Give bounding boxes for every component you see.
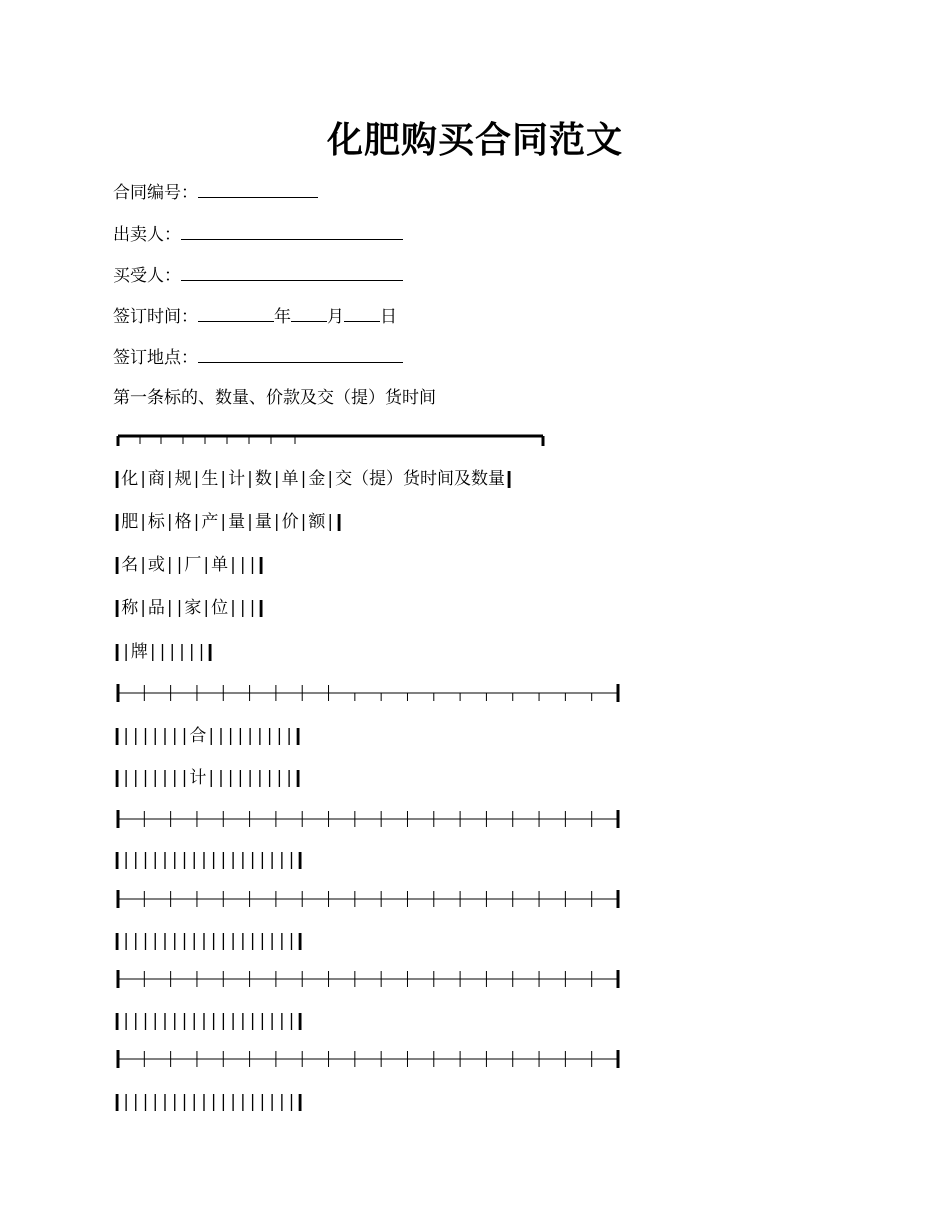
cell-divider: | — [278, 850, 285, 870]
cell-divider: | — [203, 598, 210, 618]
row-left-border: | — [112, 850, 123, 870]
buyer-field — [113, 263, 403, 288]
cell-divider: | — [152, 850, 159, 870]
cell-divider: | — [203, 555, 210, 575]
contract-number-blank — [198, 180, 318, 198]
table-cell: 合 — [189, 726, 207, 746]
cell-divider: | — [142, 726, 149, 746]
cell-divider: | — [181, 850, 188, 870]
cell-divider: | — [249, 598, 256, 618]
table-cell: 商 — [147, 469, 165, 489]
cell-divider: | — [288, 931, 295, 951]
cell-divider: | — [269, 931, 275, 951]
cell-divider: | — [230, 1011, 236, 1031]
sign-place-blank — [198, 345, 403, 363]
cell-divider: | — [269, 1092, 275, 1112]
cell-divider: | — [152, 726, 159, 746]
table-cell: 格 — [174, 512, 192, 532]
cell-divider: | — [288, 1011, 295, 1031]
cell-divider: | — [176, 555, 183, 575]
cell-divider: | — [181, 1092, 188, 1112]
cell-divider: | — [210, 1011, 217, 1031]
row-left-border: | — [112, 1092, 123, 1112]
cell-divider: | — [123, 1092, 129, 1112]
cell-divider: | — [191, 1092, 198, 1112]
cell-divider: | — [240, 850, 246, 870]
cell-divider: | — [218, 726, 224, 746]
row-left-border: | — [112, 512, 123, 532]
cell-divider: | — [230, 850, 236, 870]
table-empty-row-4 — [113, 1090, 305, 1114]
cell-divider: | — [288, 850, 295, 870]
row-right-border: | — [504, 469, 515, 489]
cell-divider: | — [259, 1092, 266, 1112]
row-right-border: | — [256, 598, 267, 618]
table-cell: 品 — [147, 598, 165, 618]
cell-divider: | — [159, 642, 166, 662]
table-cell: 单 — [281, 469, 299, 489]
cell-divider: | — [140, 512, 146, 532]
row-left-border: | — [112, 1011, 123, 1031]
cell-divider: | — [300, 512, 307, 532]
cell-divider: | — [247, 512, 253, 532]
cell-divider: | — [278, 1092, 285, 1112]
day-blank — [344, 304, 380, 322]
table-separator-2 — [113, 808, 633, 830]
year-blank — [198, 304, 274, 322]
cell-divider: | — [181, 1011, 188, 1031]
table-separator-4 — [113, 968, 633, 990]
row-right-border: | — [295, 931, 306, 951]
cell-divider: | — [171, 726, 178, 746]
cell-divider: | — [176, 598, 183, 618]
seller-label: 出卖人： — [113, 225, 181, 245]
cell-divider: | — [123, 931, 129, 951]
seller-field — [113, 222, 403, 247]
table-cell: 产 — [201, 512, 219, 532]
cell-divider: | — [247, 726, 253, 746]
cell-divider: | — [191, 931, 198, 951]
cell-divider: | — [123, 642, 129, 662]
cell-divider: | — [142, 850, 149, 870]
table-empty-row-3 — [113, 1009, 305, 1033]
cell-divider: | — [227, 768, 234, 788]
cell-divider: | — [273, 469, 280, 489]
cell-divider: | — [142, 1092, 149, 1112]
cell-divider: | — [123, 850, 129, 870]
cell-divider: | — [240, 1011, 246, 1031]
table-cell: 金 — [308, 469, 326, 489]
cell-divider: | — [142, 768, 149, 788]
cell-divider: | — [193, 512, 200, 532]
cell-divider: | — [191, 1011, 198, 1031]
cell-divider: | — [169, 642, 176, 662]
cell-divider: | — [162, 850, 168, 870]
table-cell: 单 — [211, 555, 229, 575]
year-label: 年 — [274, 307, 291, 327]
cell-divider: | — [162, 931, 168, 951]
cell-divider: | — [247, 768, 253, 788]
buyer-label: 买受人： — [113, 266, 181, 286]
cell-divider: | — [259, 931, 266, 951]
sign-time-label: 签订时间： — [113, 307, 198, 327]
cell-divider: | — [201, 1011, 207, 1031]
table-cell: 计 — [189, 768, 207, 788]
cell-divider: | — [266, 768, 273, 788]
table-cell: 生 — [201, 469, 219, 489]
table-header-row-3 — [113, 553, 266, 577]
cell-divider: | — [123, 1011, 129, 1031]
row-left-border: | — [112, 768, 123, 788]
cell-divider: | — [249, 850, 256, 870]
table-cell: 家 — [184, 598, 202, 618]
cell-divider: | — [181, 768, 188, 788]
contract-number-label: 合同编号： — [113, 183, 198, 203]
table-separator-5 — [113, 1048, 633, 1070]
cell-divider: | — [162, 768, 168, 788]
row-right-border: | — [293, 768, 303, 788]
cell-divider: | — [276, 726, 283, 746]
cell-divider: | — [140, 469, 146, 489]
row-right-border: | — [334, 512, 345, 532]
table-cell: 厂 — [184, 555, 202, 575]
cell-divider: | — [166, 469, 173, 489]
cell-divider: | — [220, 1092, 227, 1112]
cell-divider: | — [249, 931, 256, 951]
cell-divider: | — [201, 850, 207, 870]
table-cell: 称 — [121, 598, 139, 618]
cell-divider: | — [230, 555, 236, 575]
cell-divider: | — [257, 768, 263, 788]
cell-divider: | — [249, 555, 256, 575]
table-cell: 或 — [147, 555, 165, 575]
cell-divider: | — [208, 768, 215, 788]
table-cell: 量 — [254, 512, 272, 532]
article-1-heading: 第一条标的、数量、价款及交（提）货时间 — [113, 388, 436, 408]
row-right-border: | — [295, 1092, 306, 1112]
month-label: 月 — [327, 307, 344, 327]
document-title: 化肥购买合同范文 — [326, 119, 623, 161]
row-right-border: | — [295, 850, 306, 870]
cell-divider: | — [210, 931, 217, 951]
cell-divider: | — [257, 726, 263, 746]
cell-divider: | — [230, 598, 236, 618]
cell-divider: | — [152, 768, 159, 788]
cell-divider: | — [278, 931, 285, 951]
cell-divider: | — [140, 598, 146, 618]
table-cell: 价 — [281, 512, 299, 532]
cell-divider: | — [149, 642, 156, 662]
cell-divider: | — [171, 850, 178, 870]
cell-divider: | — [327, 512, 334, 532]
cell-divider: | — [166, 555, 173, 575]
cell-divider: | — [208, 726, 215, 746]
cell-divider: | — [123, 768, 129, 788]
cell-divider: | — [152, 1092, 159, 1112]
table-cell: 位 — [211, 598, 229, 618]
table-cell: 标 — [147, 512, 165, 532]
table-cell: 肥 — [121, 512, 139, 532]
seller-blank — [181, 222, 403, 240]
cell-divider: | — [132, 931, 139, 951]
cell-divider: | — [286, 768, 292, 788]
day-label: 日 — [380, 307, 397, 327]
cell-divider: | — [191, 850, 198, 870]
table-cell: 计 — [228, 469, 246, 489]
cell-divider: | — [201, 931, 207, 951]
cell-divider: | — [132, 850, 139, 870]
table-cell: 量 — [228, 512, 246, 532]
cell-divider: | — [247, 469, 253, 489]
cell-divider: | — [210, 850, 217, 870]
cell-divider: | — [171, 1011, 178, 1031]
cell-divider: | — [181, 726, 188, 746]
table-total-row-1 — [113, 724, 302, 748]
row-left-border: | — [112, 469, 123, 489]
cell-divider: | — [269, 850, 275, 870]
table-total-row-2 — [113, 766, 302, 790]
table-separator-3 — [113, 888, 633, 910]
table-empty-row-2 — [113, 929, 305, 953]
cell-divider: | — [278, 1011, 285, 1031]
cell-divider: | — [132, 1092, 139, 1112]
row-right-border: | — [205, 642, 216, 662]
cell-divider: | — [162, 726, 168, 746]
cell-divider: | — [269, 1011, 275, 1031]
buyer-blank — [181, 263, 403, 281]
cell-divider: | — [162, 1092, 168, 1112]
cell-divider: | — [220, 512, 227, 532]
row-right-border: | — [256, 555, 267, 575]
cell-divider: | — [220, 850, 227, 870]
cell-divider: | — [239, 555, 246, 575]
cell-divider: | — [179, 642, 185, 662]
cell-divider: | — [240, 931, 246, 951]
cell-divider: | — [171, 768, 178, 788]
row-left-border: | — [112, 642, 123, 662]
cell-divider: | — [181, 931, 188, 951]
row-right-border: | — [295, 1011, 306, 1031]
cell-divider: | — [142, 931, 149, 951]
cell-divider: | — [237, 768, 244, 788]
cell-divider: | — [288, 1092, 295, 1112]
table-separator-1 — [113, 682, 633, 704]
contract-number-field — [113, 180, 318, 205]
cell-divider: | — [300, 469, 307, 489]
cell-divider: | — [249, 1011, 256, 1031]
table-header-row-4 — [113, 596, 266, 620]
table-header-row-5 — [113, 640, 215, 664]
cell-divider: | — [142, 1011, 149, 1031]
cell-divider: | — [162, 1011, 168, 1031]
cell-divider: | — [220, 1011, 227, 1031]
cell-divider: | — [198, 642, 205, 662]
row-right-border: | — [293, 726, 303, 746]
row-left-border: | — [112, 555, 123, 575]
cell-divider: | — [166, 598, 173, 618]
table-header-row-1 — [113, 467, 513, 491]
cell-divider: | — [210, 1092, 217, 1112]
cell-divider: | — [276, 768, 283, 788]
cell-divider: | — [171, 1092, 178, 1112]
row-left-border: | — [112, 726, 123, 746]
cell-divider: | — [230, 1092, 236, 1112]
cell-divider: | — [201, 1092, 207, 1112]
cell-divider: | — [327, 469, 334, 489]
cell-divider: | — [140, 555, 146, 575]
cell-divider: | — [266, 726, 273, 746]
table-cell: 交（提）货时间及数量 — [335, 469, 506, 489]
table-header-row-2 — [113, 510, 343, 534]
cell-divider: | — [188, 642, 195, 662]
row-left-border: | — [112, 931, 123, 951]
cell-divider: | — [171, 931, 178, 951]
table-empty-row-1 — [113, 848, 305, 872]
cell-divider: | — [132, 1011, 139, 1031]
cell-divider: | — [249, 1092, 256, 1112]
cell-divider: | — [237, 726, 244, 746]
cell-divider: | — [152, 1011, 159, 1031]
row-left-border: | — [112, 598, 123, 618]
cell-divider: | — [123, 726, 129, 746]
cell-divider: | — [132, 768, 139, 788]
table-cell: 名 — [121, 555, 139, 575]
sign-place-label: 签订地点： — [113, 348, 198, 368]
cell-divider: | — [132, 726, 139, 746]
cell-divider: | — [218, 768, 224, 788]
cell-divider: | — [152, 931, 159, 951]
cell-divider: | — [220, 931, 227, 951]
table-top-border — [113, 430, 553, 450]
table-cell: 规 — [174, 469, 192, 489]
cell-divider: | — [259, 1011, 266, 1031]
month-blank — [291, 304, 327, 322]
sign-place-field — [113, 345, 403, 370]
cell-divider: | — [273, 512, 280, 532]
cell-divider: | — [286, 726, 292, 746]
cell-divider: | — [193, 469, 200, 489]
table-cell: 数 — [254, 469, 272, 489]
table-cell: 化 — [121, 469, 139, 489]
cell-divider: | — [230, 931, 236, 951]
cell-divider: | — [259, 850, 266, 870]
cell-divider: | — [166, 512, 173, 532]
table-cell: 牌 — [130, 642, 148, 662]
cell-divider: | — [239, 598, 246, 618]
cell-divider: | — [220, 469, 227, 489]
sign-time-field — [113, 304, 397, 329]
cell-divider: | — [240, 1092, 246, 1112]
table-cell: 额 — [308, 512, 326, 532]
cell-divider: | — [227, 726, 234, 746]
